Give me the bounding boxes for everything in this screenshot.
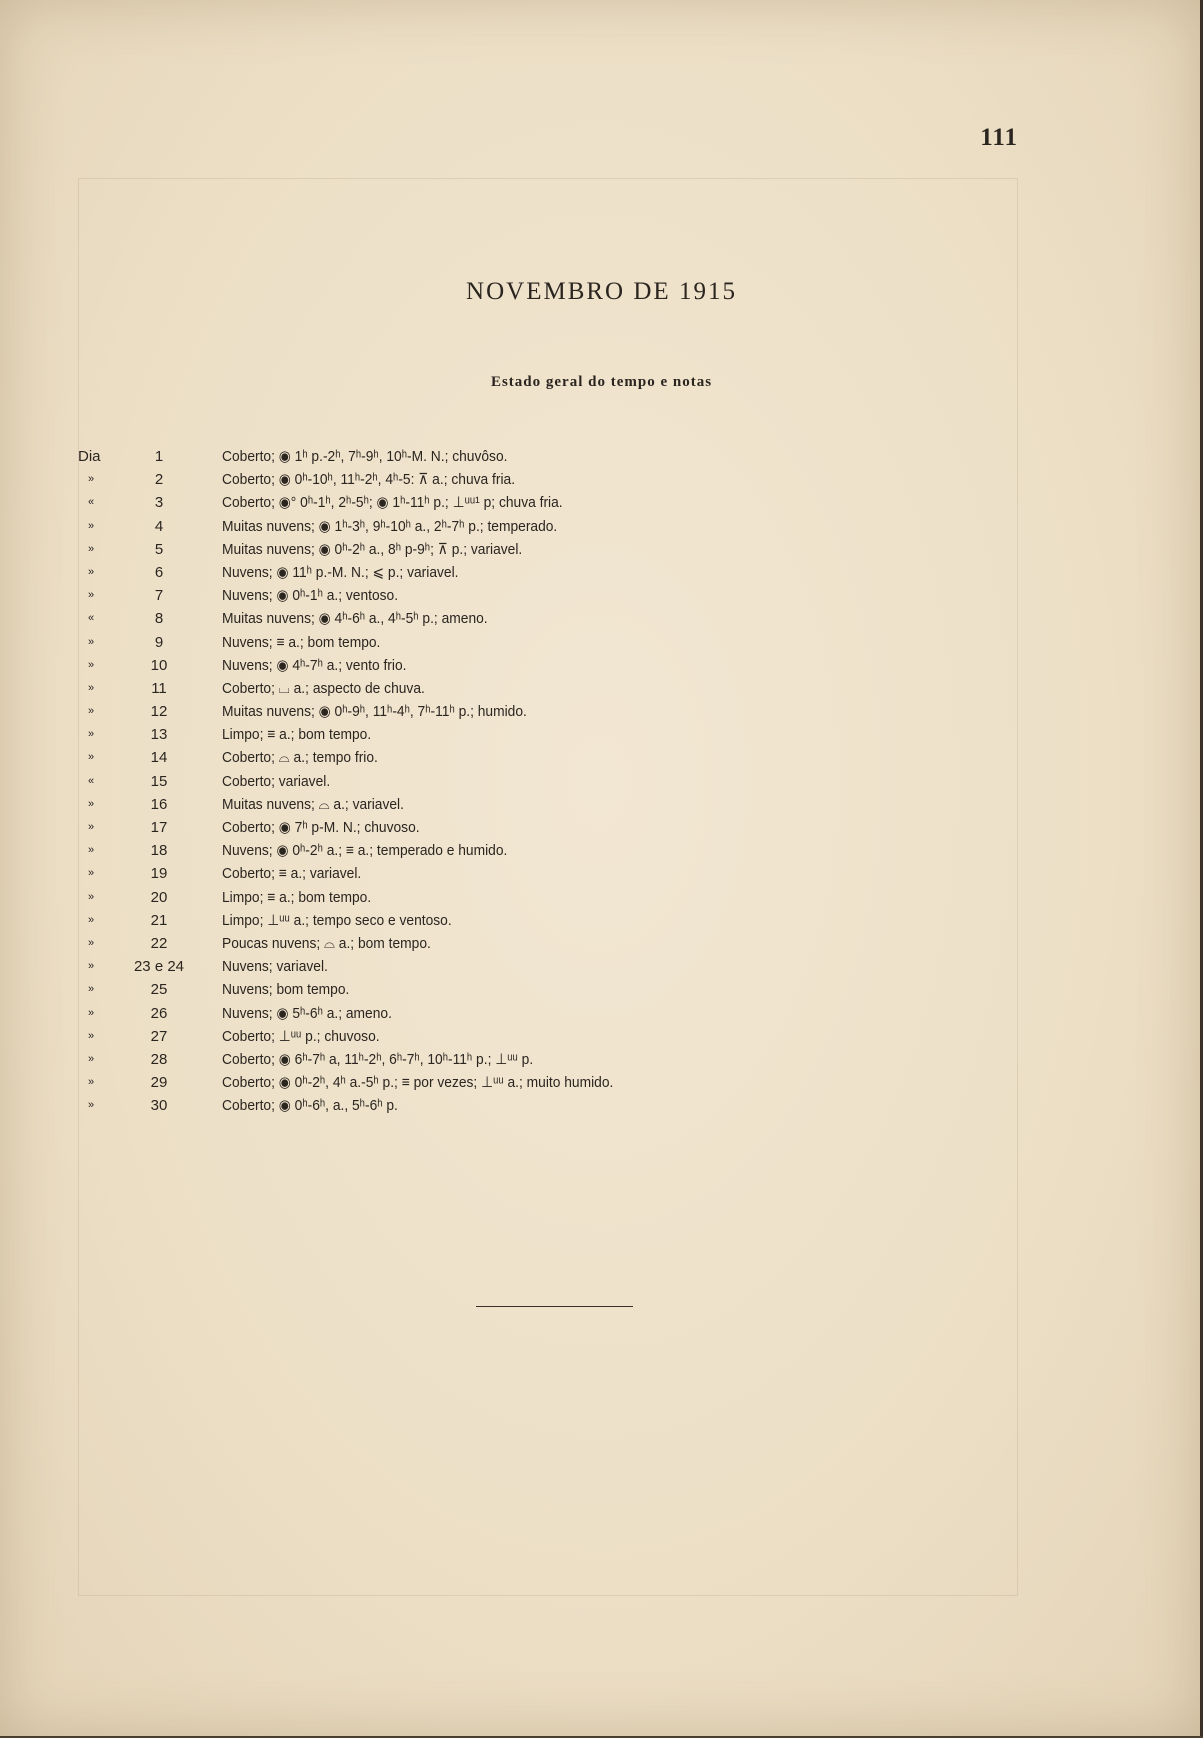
list-item [0, 886, 1203, 909]
ditto-mark: » [88, 519, 95, 532]
day-number: 26 [150, 1004, 168, 1022]
ditto-mark: » [88, 542, 95, 555]
list-item [0, 468, 1203, 491]
weather-note: Coberto; ◉ 6ʰ-7ʰ a, 11ʰ-2ʰ, 6ʰ-7ʰ, 10ʰ-11ʰ p.; ⊥ᵘᵘ p. [222, 1050, 534, 1068]
list-item [0, 932, 1203, 955]
page-subtitle: Estado geral do tempo e notas [490, 374, 713, 390]
weather-note: Nuvens; ◉ 5ʰ-6ʰ a.; ameno. [222, 1004, 392, 1022]
weather-note: Nuvens; ◉ 0ʰ-1ʰ a.; ventoso. [222, 587, 399, 605]
ditto-mark: « [88, 496, 95, 509]
list-item [0, 631, 1203, 654]
weather-notes-list [0, 445, 1203, 1117]
list-item [0, 1002, 1203, 1025]
weather-note: Muitas nuvens; ◉ 1ʰ-3ʰ, 9ʰ-10ʰ a., 2ʰ-7ʰ p.; temperado. [222, 517, 558, 535]
list-item [0, 515, 1203, 538]
list-item [0, 1071, 1203, 1094]
weather-note: Coberto; ◉ 1ʰ p.-2ʰ, 7ʰ-9ʰ, 10ʰ-M. N.; chuvôso. [222, 448, 508, 465]
weather-note: Muitas nuvens; ◉ 0ʰ-9ʰ, 11ʰ-4ʰ, 7ʰ-11ʰ p.; humido. [222, 703, 527, 721]
day-number: 17 [150, 819, 168, 836]
page-number: 111 [980, 124, 1018, 151]
weather-note: Poucas nuvens; ⌓ a.; bom tempo. [222, 934, 431, 952]
list-item [0, 770, 1203, 793]
list-item [0, 538, 1203, 561]
list-item [0, 607, 1203, 630]
weather-note: Coberto; ◉ 0ʰ-6ʰ, a., 5ʰ-6ʰ p. [222, 1097, 398, 1115]
day-number: 3 [154, 494, 164, 512]
day-number: 11 [151, 679, 167, 697]
page-title: NOVEMBRO DE 1915 [466, 278, 737, 305]
ditto-mark: » [88, 1052, 95, 1065]
day-number: 30 [150, 1097, 168, 1115]
day-number: 13 [150, 726, 168, 744]
weather-note: Muitas nuvens; ◉ 4ʰ-6ʰ a., 4ʰ-5ʰ p.; ameno. [222, 610, 488, 628]
ditto-mark: » [88, 705, 95, 718]
ditto-mark: » [88, 658, 95, 671]
day-number: 10 [150, 656, 168, 674]
list-item [0, 793, 1203, 816]
day-number: 4 [154, 517, 164, 535]
weather-note: Nuvens; ◉ 11ʰ p.-M. N.; ⩽ p.; variavel. [222, 563, 459, 581]
list-item [0, 862, 1203, 885]
ditto-mark: » [88, 681, 95, 694]
day-number: 27 [150, 1027, 168, 1045]
weather-note: Coberto; ◉° 0ʰ-1ʰ, 2ʰ-5ʰ; ◉ 1ʰ-11ʰ p.; ⊥ᵘᵘ¹ p; chuva fria. [222, 494, 563, 512]
ditto-mark: » [88, 890, 95, 903]
weather-note: Muitas nuvens; ⌓ a.; variavel. [222, 795, 404, 813]
day-number: 5 [154, 540, 164, 558]
list-item [0, 584, 1203, 607]
weather-note: Nuvens; variavel. [222, 958, 328, 976]
day-number: 12 [150, 703, 168, 721]
weather-note: Muitas nuvens; ◉ 0ʰ-2ʰ a., 8ʰ p-9ʰ; ⊼ p.; variavel. [222, 540, 523, 558]
closing-rule [476, 1306, 633, 1307]
ditto-mark: » [88, 1099, 95, 1112]
weather-note: Coberto; ◉ 0ʰ-10ʰ, 11ʰ-2ʰ, 4ʰ-5: ⊼ a.; chuva fria. [222, 471, 516, 489]
day-number: 14 [150, 749, 168, 767]
weather-note: Coberto; ◉ 7ʰ p-M. N.; chuvoso. [222, 819, 420, 836]
list-item [0, 654, 1203, 677]
list-item [0, 746, 1203, 769]
list-item [0, 816, 1203, 839]
day-number: 16 [150, 795, 168, 813]
ditto-mark: « [88, 774, 95, 787]
day-number: 7 [154, 587, 164, 605]
list-item [0, 491, 1203, 514]
day-number: 1 [154, 448, 164, 465]
ditto-mark: » [88, 1006, 95, 1019]
day-number: 8 [154, 610, 164, 628]
weather-note: Coberto; ⌴ a.; aspecto de chuva. [222, 679, 425, 697]
weather-note: Coberto; ⊥ᵘᵘ p.; chuvoso. [222, 1027, 380, 1045]
weather-note: Nuvens; ≡ a.; bom tempo. [222, 633, 381, 651]
weather-note: Nuvens; ◉ 0ʰ-2ʰ a.; ≡ a.; temperado e humido. [222, 842, 508, 860]
weather-note: Coberto; variavel. [222, 772, 331, 790]
list-item [0, 955, 1203, 978]
ditto-mark: » [88, 867, 95, 880]
list-item [0, 1048, 1203, 1071]
day-number: 6 [154, 563, 164, 581]
weather-note: Coberto; ≡ a.; variavel. [222, 865, 362, 883]
day-number: 25 [150, 981, 168, 999]
ditto-mark: » [88, 635, 95, 648]
day-number: 9 [154, 633, 164, 651]
day-number: 18 [150, 842, 168, 860]
ditto-mark: » [88, 1076, 95, 1089]
ditto-mark: » [88, 913, 95, 926]
list-item [0, 1094, 1203, 1117]
ditto-mark: » [88, 844, 95, 857]
day-number: 23 e 24 [133, 958, 185, 976]
day-number: 22 [150, 934, 168, 952]
day-number: 28 [150, 1050, 168, 1068]
list-item [0, 978, 1203, 1001]
day-number: 21 [150, 911, 168, 929]
ditto-mark: » [88, 473, 95, 486]
ditto-mark: » [88, 728, 95, 741]
weather-note: Coberto; ◉ 0ʰ-2ʰ, 4ʰ a.-5ʰ p.; ≡ por vezes; ⊥ᵘᵘ a.; muito humido. [222, 1074, 614, 1092]
weather-note: Nuvens; bom tempo. [222, 981, 350, 999]
weather-note: Coberto; ⌓ a.; tempo frio. [222, 749, 378, 767]
day-number: 2 [154, 471, 164, 489]
day-number: 29 [150, 1074, 168, 1092]
ditto-mark: » [88, 1029, 95, 1042]
day-number: 15 [150, 772, 168, 790]
ditto-mark: « [88, 612, 95, 625]
ditto-mark: » [88, 821, 95, 833]
list-item [0, 700, 1203, 723]
list-item [0, 561, 1203, 584]
weather-note: Limpo; ⊥ᵘᵘ a.; tempo seco e ventoso. [222, 911, 452, 929]
list-item [0, 677, 1203, 700]
weather-note: Limpo; ≡ a.; bom tempo. [222, 888, 372, 906]
ditto-mark: » [88, 960, 95, 973]
day-number: 20 [150, 888, 168, 906]
day-column-label: Dia [78, 448, 101, 465]
ditto-mark: » [88, 565, 95, 578]
list-item [0, 723, 1203, 746]
list-item [0, 839, 1203, 862]
ditto-mark: » [88, 936, 95, 949]
list-item [0, 445, 1203, 468]
ditto-mark: » [88, 751, 95, 764]
ditto-mark: » [88, 589, 95, 602]
day-number: 19 [150, 865, 168, 883]
list-item [0, 909, 1203, 932]
list-item [0, 1025, 1203, 1048]
ditto-mark: » [88, 797, 95, 810]
weather-note: Limpo; ≡ a.; bom tempo. [222, 726, 372, 744]
weather-note: Nuvens; ◉ 4ʰ-7ʰ a.; vento frio. [222, 656, 407, 674]
ditto-mark: » [88, 983, 95, 996]
